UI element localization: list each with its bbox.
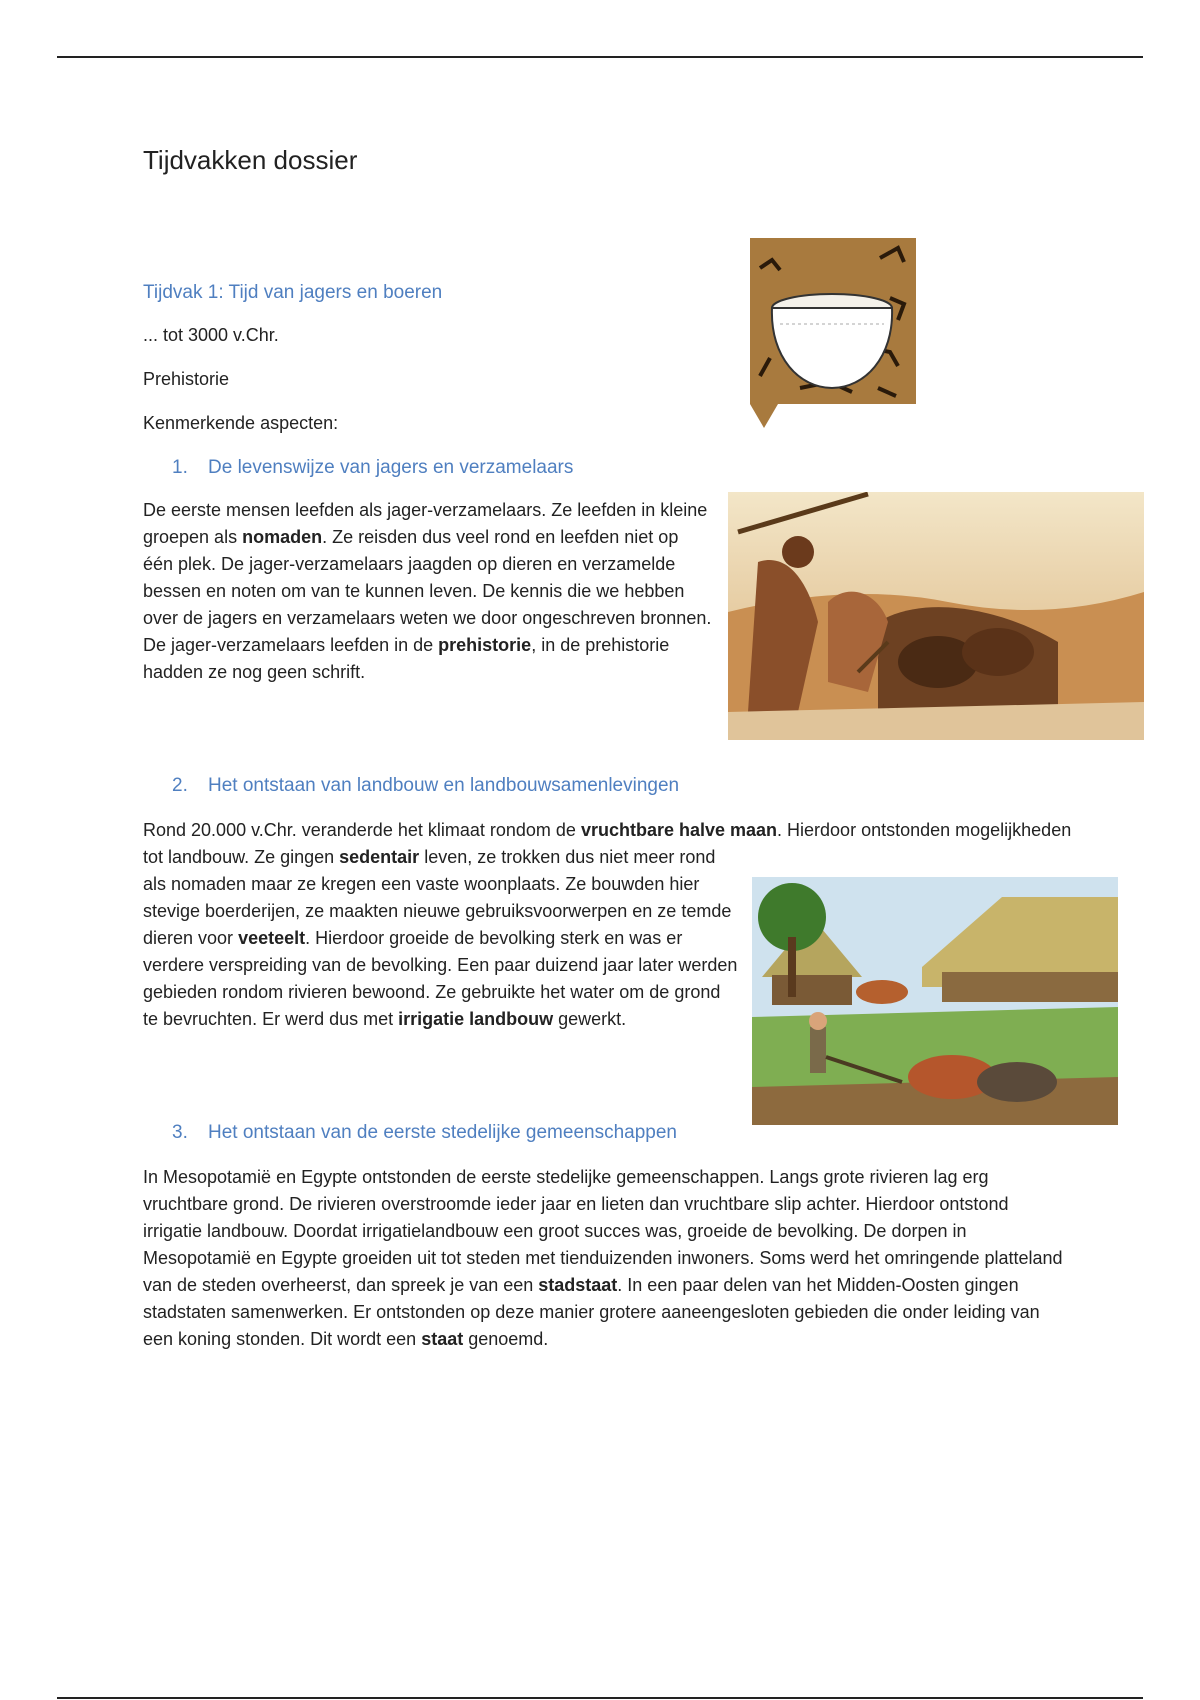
pottery-illustration — [750, 238, 916, 428]
section-1-heading: De levenswijze van jagers en verzamelaars — [208, 457, 574, 478]
tijdvak-heading: Tijdvak 1: Tijd van jagers en boeren — [143, 282, 443, 303]
section-3-heading: Het ontstaan van de eerste stedelijke gemeenschappen — [208, 1122, 677, 1143]
document-title: Tijdvakken dossier — [143, 145, 358, 175]
farming-illustration — [752, 877, 1118, 1125]
section-1-paragraph: De eerste mensen leefden als jager-verzamelaars. Ze leefden in kleine groepen als nomaden. Ze reisden dus veel rond en leefden niet op één plek. De jager-verzamelaars jaagden op dieren en verzamelde bessen en noten om van te kunnen leven. De kennis die we hebben over de jagers en verzamelaars weten we door ongeschreven bronnen. De jager-verzamelaars leefden in de prehistorie, in de prehistorie hadden ze nog geen schrift. — [143, 500, 712, 682]
era-text: Prehistorie — [143, 369, 230, 389]
section-2-paragraph: als nomaden maar ze kregen een vaste woonplaats. Ze bouwden hier stevige boerderijen, ze maakten nieuwe gebruiksvoorwerpen en ze temde dieren voor veeteelt. Hierdoor groeide de bevolking sterk en was er verdere verspreiding van de bevolking. Een paar duizend jaar later werden gebieden rondom rivieren bewoond. Ze gebruikte het water om de grond te bevruchten. Er werd dus met irrigatie landbouw gewerkt. — [143, 874, 738, 1029]
period-text: ... tot 3000 v.Chr. — [143, 325, 279, 345]
bottom-rule — [57, 1697, 1143, 1699]
hunters-illustration — [728, 492, 1144, 740]
section-3-paragraph: In Mesopotamië en Egypte ontstonden de eerste stedelijke gemeenschappen. Langs grote rivieren lag erg vruchtbare grond. De rivieren overstroomde ieder jaar en lieten dan vruchtbare slip achter. Hierdoor ontstond irrigatie landbouw. Doordat irrigatielandbouw een groot succes was, groeide de bevolking. De dorpen in Mesopotamië en Egypte groeiden uit tot steden met tienduizenden inwoners. Soms werd het omringende platteland van de steden overheerst, dan spreek je van een stadstaat. In een paar delen van het Midden-Oosten gingen stadstaten samenwerken. Er ontstonden op deze manier grotere aaneengesloten gebieden die onder leiding van een koning stonden. Dit wordt een staat genoemd. — [143, 1167, 1063, 1349]
section-2-number: 2. — [172, 775, 188, 796]
aspects-label: Kenmerkende aspecten: — [143, 413, 339, 433]
top-rule — [57, 56, 1143, 58]
section-3-number: 3. — [172, 1122, 188, 1143]
section-2-paragraph-lead: Rond 20.000 v.Chr. veranderde het klimaat rondom de vruchtbare halve maan. Hierdoor ontstonden mogelijkheden tot landbouw. Ze gingen sedentair leven, ze trokken dus niet meer rond — [143, 820, 1072, 867]
section-1-number: 1. — [172, 457, 188, 478]
section-2-heading: Het ontstaan van landbouw en landbouwsamenlevingen — [208, 775, 680, 796]
